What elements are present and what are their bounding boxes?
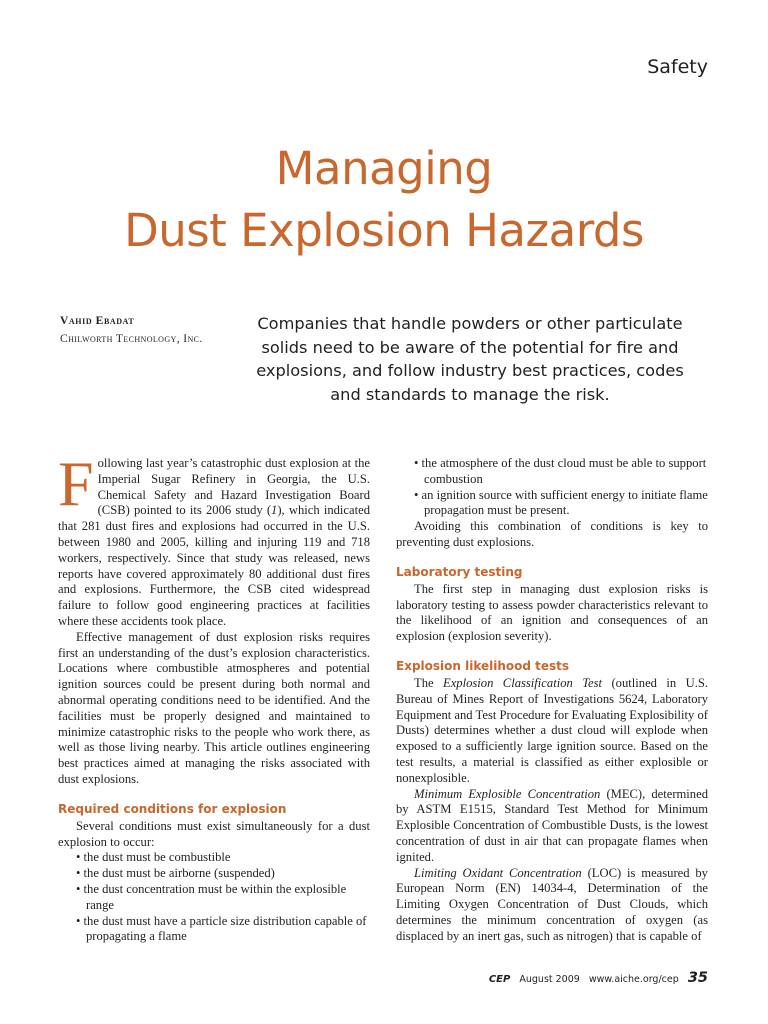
journal-name: CEP (488, 974, 511, 985)
intro-text: ollowing last year’s catastrophic dust explosion at the Imperial Sugar Refinery in Georgia, the U.S. Chemical Safety and Hazard Investigation Board (CSB) pointed to its 2006 study ( (97, 456, 370, 518)
section-label: Safety (647, 56, 708, 78)
paragraph (396, 787, 708, 866)
test-name: Explosion Classification Test (443, 675, 603, 690)
paragraph: Avoiding this combination of conditions is key to preventing dust explosions. (396, 519, 708, 549)
intro-text-end: ), which indicated that 281 dust fires and explosions had occurred in the U.S. between 1980 and 2005, killing and injuring 119 and 718 workers, respectively. Since that study was released, news reports have covered approximately 80 additional dust fires and explosions. Furthermore, the CSB cited widespread failure to follow good engineering practices at facilities where these accidents took place. (58, 503, 370, 628)
text-span: (outlined in U.S. Bureau of Mines Report of Investigations 5624, Laboratory Equipment and Test Procedure for Evaluating Explosibility of Dusts) determines whether a dust cloud will explode when exposed to a sufficiently large ignition source. Based on the test results, a material is classified as either explosible or nonexplosible. (396, 675, 709, 785)
page-footer (489, 970, 708, 986)
section-heading-required-conditions: Required conditions for explosion (58, 801, 287, 816)
text-span: (LOC) is measured by European Norm (EN) 14034-4, Determination of the Limiting Oxygen Concentration of Dust Clouds, which determines the minimum concentration of oxygen (as displaced by an inert gas, such as nitrogen) that is capable of (396, 865, 708, 943)
article-deck: Companies that handle powders or other particulate solids need to be aware of the potential for fire and explosions, and follow industry best practices, codes and standards to manage the risk. (256, 314, 684, 404)
paragraph (396, 676, 708, 787)
list-item: • the atmosphere of the dust cloud must be able to support combustion (414, 456, 707, 486)
list-item: • the dust concentration must be within the explosible range (76, 881, 347, 912)
test-name: Limiting Oxidant Concentration (414, 865, 582, 880)
title-line-1: Managing (275, 142, 493, 195)
section-heading-laboratory-testing: Laboratory testing (396, 564, 523, 579)
issue-date: August 2009 (519, 974, 580, 985)
list-item: • the dust must be airborne (suspended) (76, 866, 275, 881)
text-span: (MEC), determined by ASTM E1515, Standard Test Method for Minimum Explosible Concentration of Combustible Dusts, is the lowest concentration of dust in air that can propagate flames when ignited. (396, 786, 708, 864)
conditions-list (58, 850, 370, 945)
paragraph: The first step in managing dust explosion risks is laboratory testing to assess powder characteristics relevant to the likelihood of an ignition and consequences of an explosion (explosion severity). (396, 581, 708, 644)
paragraph: Several conditions must exist simultaneously for a dust explosion to occur: (58, 818, 370, 849)
right-column (396, 456, 708, 945)
paragraph (396, 866, 708, 945)
paragraph: Effective management of dust explosion risks requires first an understanding of the dust’s explosion characteristics. Locations where combustible atmospheres and potential ignition sources could be present during both normal and abnormal operating conditions need to be identified. And the facilities must be properly designed and maintained to minimize catastrophic risks to the people who work there, as well as those living nearby. This article outlines engineering best practices aimed at managing the risks associated with dust explosions. (58, 629, 370, 786)
page-number: 35 (687, 970, 708, 986)
author-name: Vahid Ebadat (60, 315, 135, 327)
reference-number: 1 (271, 503, 278, 518)
left-column (58, 448, 370, 945)
journal-url[interactable]: www.aiche.org/cep (588, 974, 679, 985)
drop-cap: F (58, 448, 94, 519)
list-item: • the dust must be combustible (76, 850, 231, 865)
test-name: Minimum Explosible Concentration (414, 786, 601, 801)
section-heading-explosion-likelihood: Explosion likelihood tests (396, 658, 570, 673)
text-span: The (414, 675, 444, 690)
intro-paragraph (58, 448, 370, 630)
author-block (60, 312, 203, 348)
list-item: • the dust must have a particle size distribution capable of propagating a flame (76, 913, 367, 944)
title-line-2: Dust Explosion Hazards (124, 204, 644, 257)
article-title (0, 138, 768, 262)
conditions-list-continued (396, 456, 708, 519)
list-item: • an ignition source with sufficient energy to initiate flame propagation must be present. (414, 487, 708, 518)
author-affiliation: Chilworth Technology, Inc. (60, 333, 203, 345)
